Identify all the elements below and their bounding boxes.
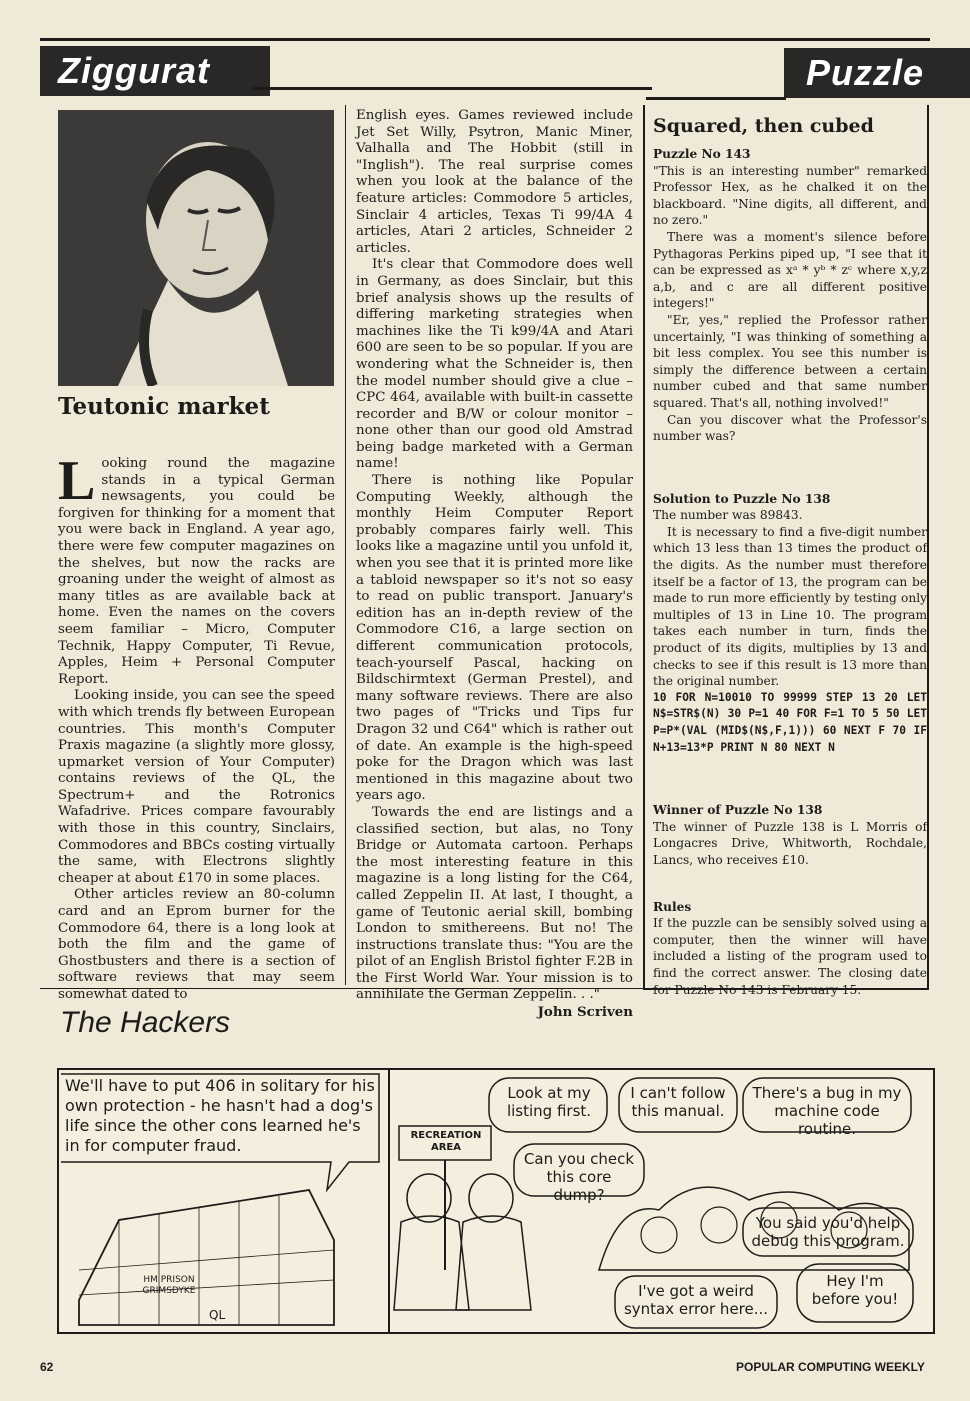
article-intro-paragraph (58, 450, 335, 688)
article-paragraph: English eyes. Games reviewed include Jet Set Willy, Psytron, Manic Miner, Valhalla and The Hobbit (still in "Inglish"). The real surprise comes when you look at the balance of the feature articles: Commodore 5 articles, Sinclair 4 articles, Texas Ti 99/4A 4 articles, Atari 2 articles, Schneider 2 articles. (356, 108, 633, 256)
speech-bubble-listing: Look at my listing first. (506, 1084, 592, 1120)
rules-text: If the puzzle can be sensibly solved using a computer, then the winner will have included a listing of the program used to find the correct answer. The closing date for Puzzle No 143 is February 15. (653, 916, 927, 997)
artist-signature: QL (209, 1308, 226, 1322)
top-rule (40, 38, 930, 41)
puzzle-paragraph: "This is an interesting number" remarked Professor Hex, as he chalked it on the blackboard. "Nine digits, all different, and no zero." (653, 163, 927, 228)
divider-puzzle-box-right (927, 105, 929, 990)
divider-left-col (345, 105, 346, 985)
article-column-1 (58, 450, 335, 1004)
ziggurat-banner (40, 46, 270, 96)
winner-text: The winner of Puzzle 138 is L Morris of Longacres Drive, Whitworth, Rochdale, Lancs, who receives £10. (653, 819, 927, 867)
solution-heading: Solution to Puzzle No 138 (653, 491, 831, 506)
puzzle-banner-text: Puzzle (806, 52, 925, 93)
speech-bubble-guard: We'll have to put 406 in solitary for his own protection - he hasn't had a dog's life since the other cons learned he's in for computer fraud. (65, 1076, 375, 1155)
ziggurat-banner-line (252, 87, 652, 90)
winner-heading: Winner of Puzzle No 138 (653, 803, 823, 818)
sign-prison: HM PRISON GRIMSDYKE (142, 1275, 196, 1296)
speech-bubble-core-dump: Can you check this core dump? (523, 1150, 635, 1204)
article-author: John Scriven (537, 1004, 633, 1021)
speech-bubble-before-you: Hey I'm before you! (811, 1272, 899, 1308)
puzzle-banner (784, 48, 970, 98)
article-column-2 (356, 108, 633, 1021)
puzzle-banner-line (646, 97, 786, 100)
puzzle-number-heading: Puzzle No 143 (653, 147, 751, 161)
speech-bubble-bug: There's a bug in my machine code routine. (752, 1084, 902, 1138)
puzzle-column (653, 114, 927, 998)
comic-title: The Hackers (60, 1006, 231, 1039)
puzzle-paragraph: "Er, yes," replied the Professor rather uncertainly, "I was thinking of something a bit less complex. You see this number is simply the difference between a certain number cubed and that same number squared. That's all, nothing involved!" (653, 312, 927, 410)
speech-bubble-syntax-error: I've got a weird syntax error here... (623, 1282, 769, 1318)
article-paragraph: It's clear that Commodore does well in Germany, as does Sinclair, but this brief analysis shows up the results of differing marketing strategies when machines like the Ti k99/4A and Atari 600 are seen to be so popular. If you are wondering what the Schneider is, then the model number should give a clue – CPC 464, available with built-in cassette recorder and B/W or colour monitor – none other than our good old Amstrad being badge marketed with a German name! (356, 257, 633, 472)
solution-code-listing: 10 FOR N=10010 TO 99999 STEP 13 20 LET N$=STR$(N) 30 P=1 40 FOR F=1 TO 5 50 LET P=P*(VAL (MID$(N$,F,1))) 60 NEXT F 70 IF N+13=13*P PRINT N 80 NEXT N (653, 690, 927, 754)
drop-cap: L (58, 450, 96, 512)
article-paragraph: Looking inside, you can see the speed with which trends fly between European countries. This month's Computer Praxis magazine (a slightly more glossy, upmarket version of Your Computer) contains reviews of the QL, the Spectrum+ and the Rotronics Wafadrive. Prices compare favourably with those in this country, Sinclairs, Commodores and BBCs costing virtually the same, with Electrons slightly cheaper at about £170 in some places. (58, 688, 335, 886)
article-paragraph: There is nothing like Popular Computing Weekly, although the monthly Heim Computer Report probably compares fairly well. This looks like a magazine until you unfold it, when you see that it is printed more like a tabloid newspaper so it's not so easy to read on public transport. January's edition has an in-depth review of the Commodore C16, a large section on different communication protocols, teach-yourself Pascal, hacking on Bildschirmtext (German Prestel), and many software reviews. There are also two pages of "Tricks und Tips fur Dragon 32 und C64" which is rather out of date. An example is the high-speed poke for the Dragon which was last mentioned in this magazine about two years ago. (356, 473, 633, 804)
puzzle-title: Squared, then cubed (653, 115, 874, 137)
article-paragraph: Towards the end are listings and a classified section, but alas, no Tony Bridge or Automata cartoon. Perhaps the most interesting feature in this magazine is a long listing for the C64, called Zeppelin II. At last, I thought, a game of Teutonic aerial skill, bombing London to smithereens. But no! The instructions translate thus: "You are the pilot of an English Bristol fighter F.2B in the First World War. Your mission is to annihilate the German Zeppelin. . ." (356, 804, 633, 1003)
speech-bubble-manual: I can't follow this manual. (630, 1084, 726, 1120)
rules-heading: Rules (653, 899, 692, 914)
article-paragraph: Other articles review an 80-column card and an Eprom burner for the Commodore 64, there is a long look at both the film and the game of Ghostbusters and there is a section of software reviews that may seem somewhat dated to (58, 887, 335, 1002)
intro-text: ooking round the magazine stands in a typical German newsagents, you could be forgiven for thinking for a moment that you were back in England. A year ago, there were few computer magazines on the shelves, but now the racks are groaning under the weight of almost as many titles as are available back at home. Even the names on the covers seem familiar – Micro, Computer Technik, Happy Computer, Ti Revue, Apples, Heim + Personal Computer Report. (58, 456, 335, 687)
sign-recreation-area: RECREATION AREA (410, 1130, 482, 1153)
photo-illustration (58, 110, 334, 386)
page-number: 62 (40, 1360, 54, 1374)
puzzle-paragraph: There was a moment's silence before Pythagoras Perkins piped up, "I see that it can be expressed as xᵃ * yᵇ * zᶜ where x,y,z a,b, and c are all different positive integers!" (653, 229, 927, 311)
publication-name: POPULAR COMPUTING WEEKLY (736, 1360, 925, 1374)
puzzle-paragraph: Can you discover what the Professor's number was? (653, 412, 927, 444)
solution-text: It is necessary to find a five-digit number which 13 less than 13 times the product of the digits. As the number must therefore itself be a factor of 13, the program can be made to run more efficiently by testing only multiples of 13 in Line 10. The program takes each number in turn, finds the product of its digits, multiplies by 13 and checks to see if this result is 13 more than the original number. (653, 524, 927, 689)
comic-strip (57, 1068, 935, 1334)
divider-puzzle-box-left (643, 105, 645, 990)
solution-answer: The number was 89843. (653, 508, 803, 523)
article-title: Teutonic market (58, 393, 270, 420)
ziggurat-banner-text: Ziggurat (58, 50, 210, 91)
speech-bubble-debug: You said you'd help debug this program. (751, 1214, 905, 1250)
author-photo (58, 110, 334, 386)
